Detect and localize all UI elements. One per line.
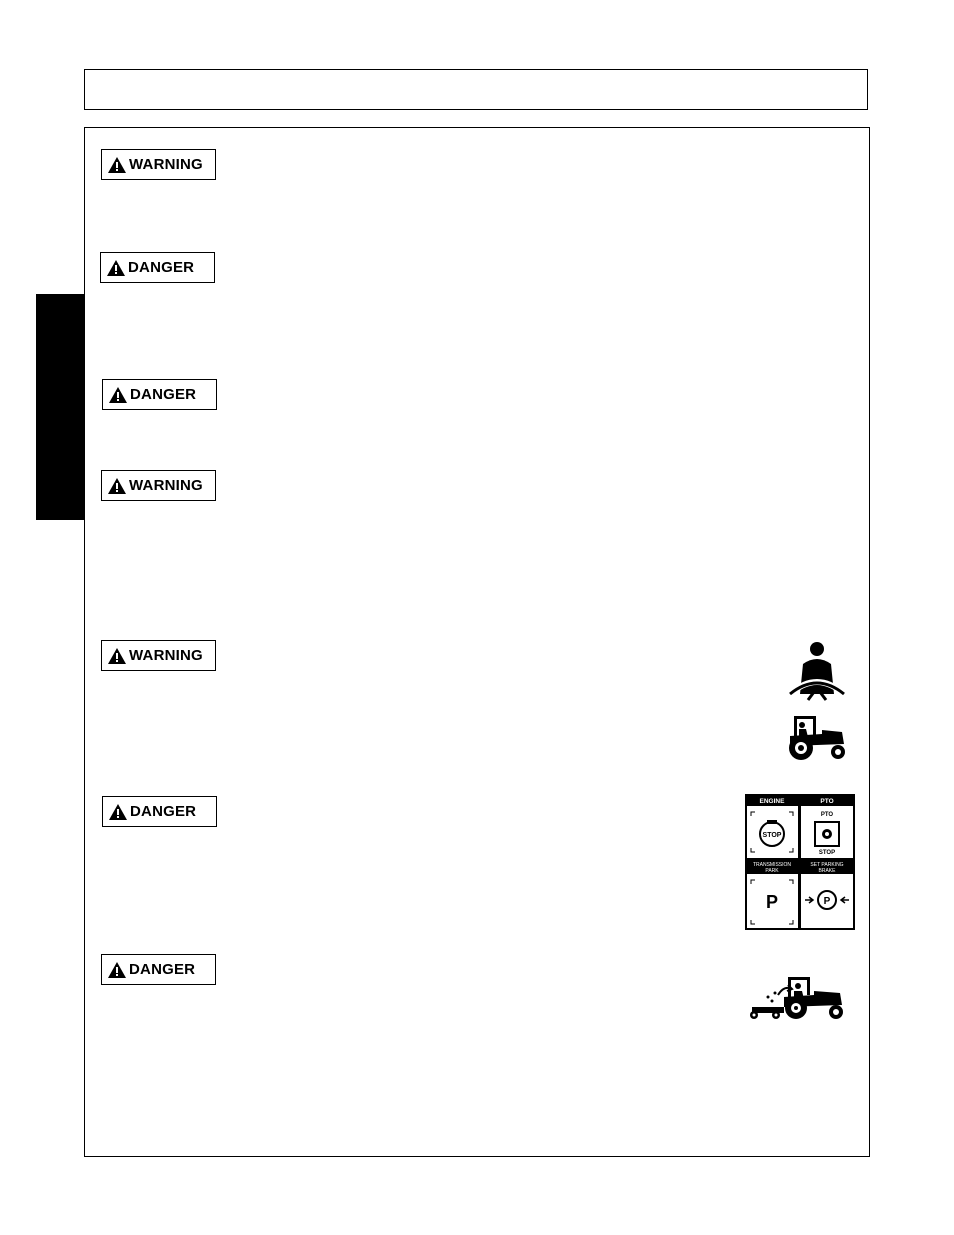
tractor-operator-icon [782, 712, 848, 762]
pto-inner-label: PTO [820, 812, 834, 818]
seatbelt-operator-icon [786, 640, 848, 702]
park-p-letter: P [765, 892, 779, 912]
alert-triangle-icon [107, 156, 127, 174]
park-label: PARK [765, 868, 779, 874]
brake-p-letter: P [823, 896, 831, 907]
warning-label-1 [101, 149, 216, 180]
alert-triangle-icon [108, 386, 128, 404]
label-text: WARNING [129, 647, 203, 664]
parking-brake-label-2: BRAKE [818, 868, 836, 874]
section-side-tab [36, 294, 84, 520]
label-text: WARNING [129, 477, 203, 494]
transmission-label: TRANSMISSION [752, 862, 792, 868]
shutdown-controls-icon [745, 794, 855, 930]
warning-label-2 [101, 470, 216, 501]
parking-brake-label-1: SET PARKING [810, 862, 844, 868]
engine-label: ENGINE [759, 798, 785, 805]
danger-label-4 [101, 954, 216, 985]
pto-label: PTO [820, 798, 834, 805]
danger-label-1 [100, 252, 215, 283]
label-text: DANGER [130, 803, 197, 820]
engine-stop-label: STOP [762, 832, 782, 839]
alert-triangle-icon [106, 259, 126, 277]
warning-label-3 [101, 640, 216, 671]
alert-triangle-icon [107, 961, 127, 979]
header-box [84, 69, 868, 110]
label-text: WARNING [129, 156, 203, 173]
pto-stop-label: STOP [818, 850, 836, 856]
alert-triangle-icon [107, 647, 127, 665]
tractor-mower-thrown-object-icon [748, 975, 846, 1021]
label-text: DANGER [128, 259, 195, 276]
danger-label-3 [102, 796, 217, 827]
label-text: DANGER [129, 961, 196, 978]
alert-triangle-icon [108, 803, 128, 821]
danger-label-2 [102, 379, 217, 410]
alert-triangle-icon [107, 477, 127, 495]
label-text: DANGER [130, 386, 197, 403]
